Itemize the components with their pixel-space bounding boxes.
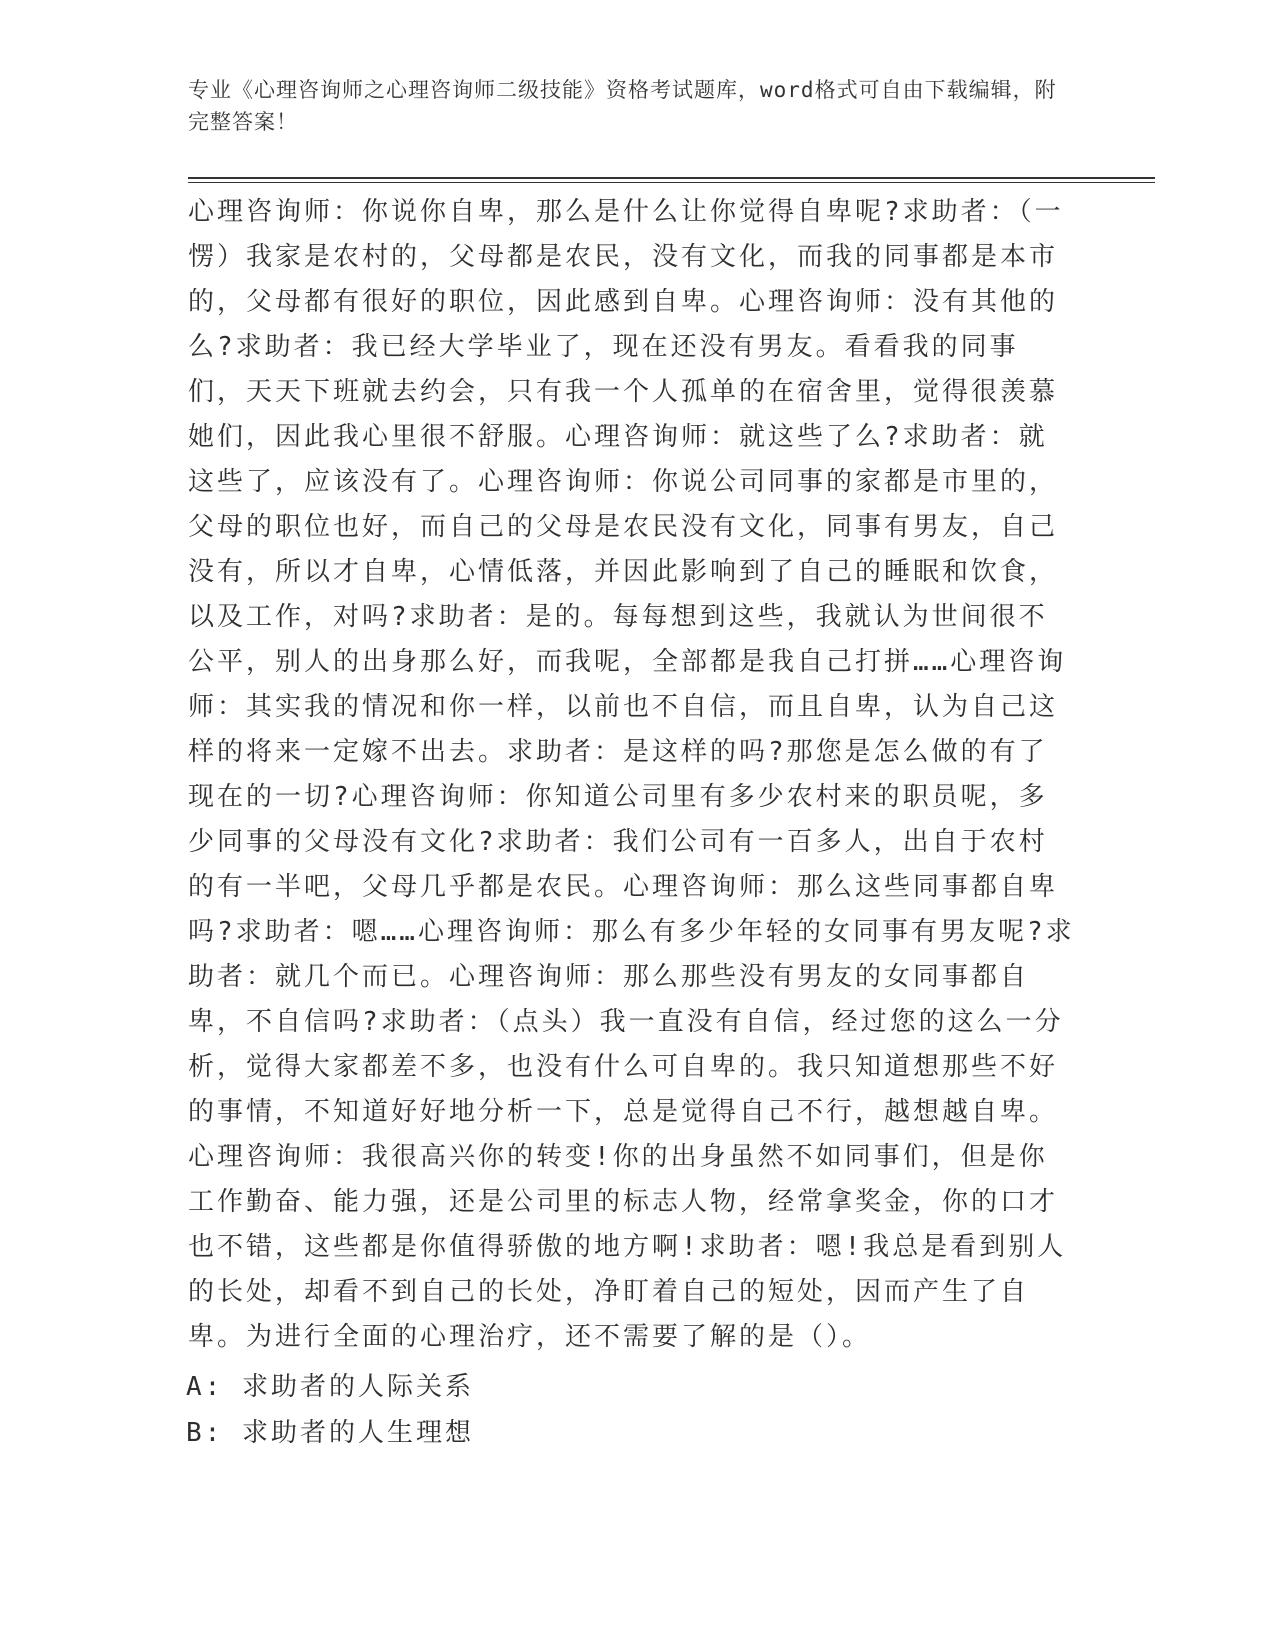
option-b-label: B: xyxy=(186,1418,224,1448)
option-a-label: A: xyxy=(186,1372,224,1402)
option-a-text: 求助者的人际关系 xyxy=(241,1372,474,1402)
option-b xyxy=(186,1411,474,1456)
option-a xyxy=(186,1365,474,1410)
header-divider-thick xyxy=(188,177,1155,179)
header-divider-thin xyxy=(188,182,1155,183)
option-b-text: 求助者的人生理想 xyxy=(241,1418,474,1448)
question-text: 心理咨询师：你说你自卑，那么是什么让你觉得自卑呢?求助者：（一愣）我家是农村的，父母都是农民，没有文化，而我的同事都是本市的，父母都有很好的职位，因此感到自卑。心理咨询师：没有其他的么?求助者：我已经大学毕业了，现在还没有男友。看看我的同事们，天天下班就去约会，只有我一个人孤单的在宿舍里，觉得很羡慕她们，因此我心里很不舒服。心理咨询师：就这些了么?求助者：就这些了，应该没有了。心理咨询师：你说公司同事的家都是市里的，父母的职位也好，而自己的父母是农民没有文化，同事有男友，自己没有，所以才自卑，心情低落，并因此影响到了自己的睡眠和饮食，以及工作，对吗?求助者：是的。每每想到这些，我就认为世间很不公平，别人的出身那么好，而我呢，全部都是我自己打拼……心理咨询师：其实我的情况和你一样，以前也不自信，而且自卑，认为自己这样的将来一定嫁不出去。求助者：是这样的吗?那您是怎么做的有了现在的一切?心理咨询师：你知道公司里有多少农村来的职员呢，多少同事的父母没有文化?求助者：我们公司有一百多人，出自于农村的有一半吧，父母几乎都是农民。心理咨询师：那么这些同事都自卑吗?求助者：嗯……心理咨询师：那么有多少年轻的女同事有男友呢?求助者：就几个而已。心理咨询师：那么那些没有男友的女同事都自卑，不自信吗?求助者：（点头）我一直没有自信，经过您的这么一分析，觉得大家都差不多，也没有什么可自卑的。我只知道想那些不好的事情，不知道好好地分析一下，总是觉得自己不行，越想越自卑。心理咨询师：我很高兴你的转变!你的出身虽然不如同事们，但是你工作勤奋、能力强，还是公司里的标志人物，经常拿奖金，你的口才也不错，这些都是你值得骄傲的地方啊!求助者：嗯!我总是看到别人的长处，却看不到自己的长处，净盯着自己的短处，因而产生了自卑。为进行全面的心理治疗，还不需要了解的是（）。 xyxy=(188,197,1075,1352)
page-header: 专业《心理咨询师之心理咨询师二级技能》资格考试题库，word格式可自由下载编辑，附完整答案！ xyxy=(188,78,1057,134)
